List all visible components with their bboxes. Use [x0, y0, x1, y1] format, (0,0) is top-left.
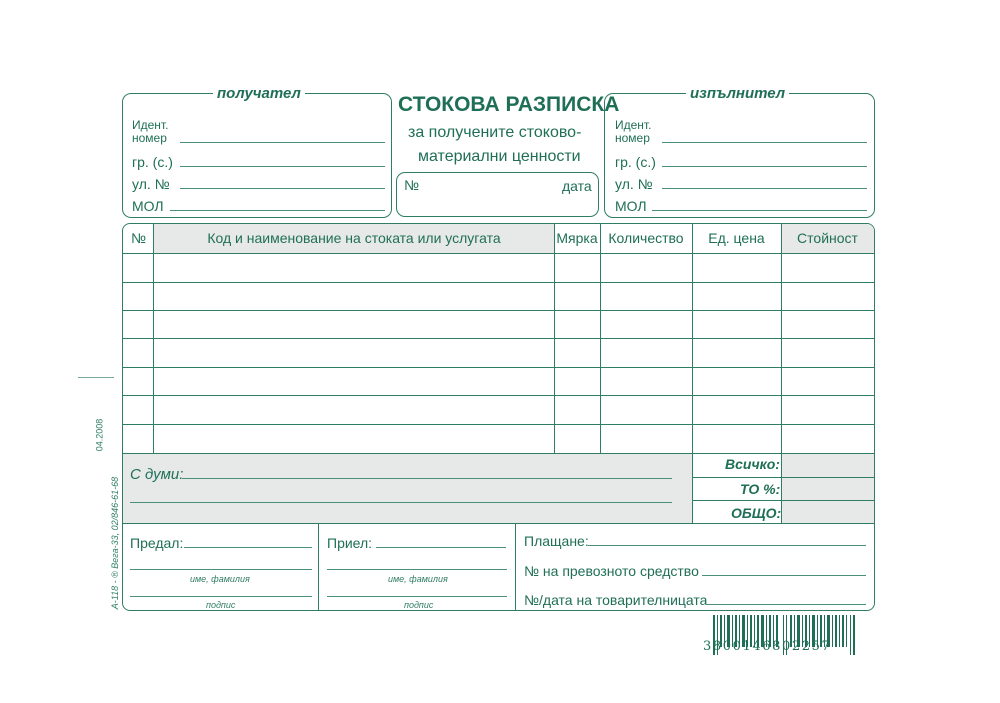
- recipient-ident-label-2: номер: [132, 131, 167, 145]
- recipient-city-label: гр. (с.): [132, 154, 173, 170]
- recipient-mol-field[interactable]: [170, 210, 385, 211]
- recipient-ident-label: Идент.: [132, 118, 169, 132]
- table-row: [123, 282, 874, 283]
- recipient-ident-field[interactable]: [180, 142, 385, 143]
- totals-separator: [692, 500, 874, 501]
- table-header-separator: [123, 253, 874, 254]
- contractor-street-field[interactable]: [662, 188, 867, 189]
- barcode-number: 3800146802257: [703, 639, 832, 654]
- received-sign-field[interactable]: [327, 596, 507, 597]
- contractor-city-field[interactable]: [662, 166, 867, 167]
- contractor-ident-label: Идент.: [615, 118, 652, 132]
- handed-field[interactable]: [184, 547, 312, 548]
- col-header-quantity: Количество: [608, 230, 684, 246]
- col-header-number: №: [130, 230, 147, 246]
- footer-divider: [515, 523, 516, 610]
- payment-field[interactable]: [588, 545, 866, 546]
- received-sign-caption: подпис: [404, 600, 434, 610]
- print-date: 04.2008: [94, 418, 105, 452]
- total-label: Всичко:: [725, 456, 780, 472]
- words-section-shade: [123, 454, 692, 523]
- handed-name-field[interactable]: [130, 569, 312, 570]
- received-name-caption: име, фамилия: [388, 574, 448, 584]
- contractor-street-label: ул. №: [615, 176, 653, 192]
- words-field-2[interactable]: [130, 502, 672, 503]
- document-number-label: №: [404, 177, 420, 193]
- contractor-mol-label: МОЛ: [615, 198, 647, 214]
- table-row: [123, 395, 874, 396]
- contractor-ident-field[interactable]: [662, 142, 867, 143]
- col-header-name: Код и наименование на стоката или услугата: [207, 230, 501, 246]
- vehicle-label: № на превозното средство: [524, 563, 699, 579]
- document-subtitle-line2: материални ценности: [418, 148, 581, 165]
- contractor-title: изпълнител: [686, 85, 789, 102]
- table-row: [123, 310, 874, 311]
- table-row: [123, 367, 874, 368]
- fold-mark: [78, 377, 114, 378]
- footer-divider: [318, 523, 319, 610]
- handed-sign-caption: подпис: [206, 600, 236, 610]
- contractor-mol-field[interactable]: [652, 210, 867, 211]
- table-row: [123, 424, 874, 425]
- recipient-title: получател: [213, 85, 305, 102]
- vehicle-field[interactable]: [702, 575, 866, 576]
- handed-name-caption: име, фамилия: [190, 574, 250, 584]
- table-row: [123, 338, 874, 339]
- words-field-1[interactable]: [182, 478, 672, 479]
- document-subtitle-line1: за получените стоково-: [408, 124, 582, 141]
- grand-total-value-cell[interactable]: [782, 501, 874, 523]
- handed-label: Предал:: [130, 535, 184, 551]
- recipient-mol-label: МОЛ: [132, 198, 164, 214]
- handed-sign-field[interactable]: [130, 596, 312, 597]
- col-header-unit: Мярка: [556, 230, 598, 246]
- recipient-street-field[interactable]: [180, 188, 385, 189]
- vat-label: ТО %:: [740, 481, 781, 497]
- waybill-field[interactable]: [706, 604, 866, 605]
- col-header-unit-price: Ед. цена: [708, 230, 765, 246]
- words-label: С думи:: [130, 466, 184, 483]
- recipient-street-label: ул. №: [132, 176, 170, 192]
- grand-total-label: ОБЩО:: [731, 505, 782, 521]
- total-value-cell[interactable]: [782, 454, 874, 477]
- col-header-value: Стойност: [797, 230, 858, 246]
- document-date-label: дата: [562, 178, 592, 194]
- recipient-city-field[interactable]: [180, 166, 385, 167]
- received-label: Приел:: [327, 535, 373, 551]
- vat-value-cell[interactable]: [782, 478, 874, 500]
- col-divider: [692, 224, 693, 524]
- received-field[interactable]: [376, 547, 506, 548]
- totals-separator: [692, 477, 874, 478]
- contractor-city-label: гр. (с.): [615, 154, 656, 170]
- payment-label: Плащане:: [524, 533, 589, 549]
- footer-separator: [123, 523, 874, 524]
- received-name-field[interactable]: [327, 569, 507, 570]
- contractor-ident-label-2: номер: [615, 131, 650, 145]
- waybill-label: №/дата на товарителницата: [524, 592, 708, 608]
- print-code: А-118 - ® Вега-33, 02/846-61-68: [110, 476, 120, 610]
- document-title: СТОКОВА РАЗПИСКА: [398, 93, 620, 116]
